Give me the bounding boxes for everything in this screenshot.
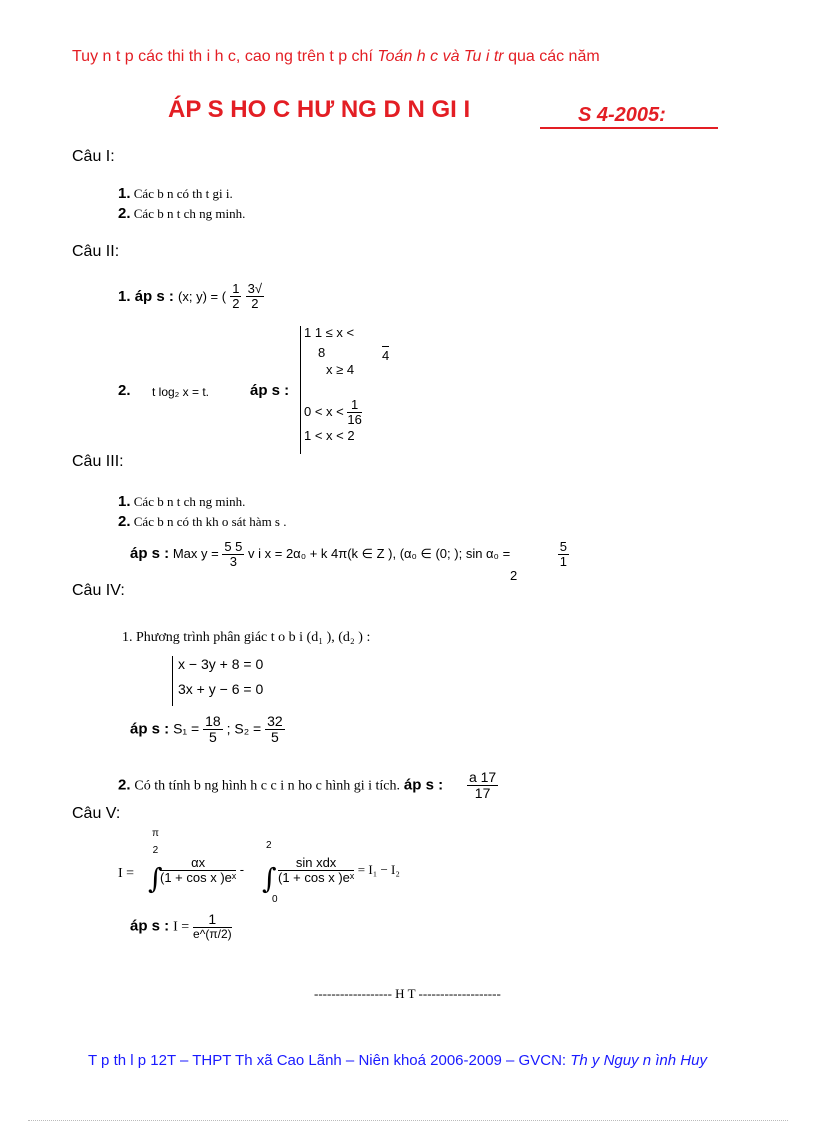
cau4-heading: Câu IV: [72, 582, 125, 599]
cau2-item-2-label: áp s : [250, 382, 290, 399]
cau5-int2-frac: $\frac{\text{sin xdx}}{\text{(1 + cos x )eˣ}}$ = I₁ − I₂ [278, 855, 400, 886]
cau4-item-1: 1. Phương trình phân giác t o b i (d₁ ), (d₂ ) : [122, 630, 371, 645]
cau1-heading: Câu I: [72, 148, 115, 165]
issue-number-text: S 4-2005: [578, 104, 666, 126]
cau2-frac-1: $\frac{1}{2}$ [232, 281, 240, 312]
cau2-item-2-num: 2. [118, 382, 131, 399]
cau5-heading: Câu V: [72, 805, 121, 822]
cau2-case-4-frac: $\frac{1}{16}$ [347, 397, 362, 428]
cau2-frac-2: $\frac{3√}{2}$ [247, 281, 263, 312]
cau4-system-eq-2: 3x + y − 6 = 0 [178, 681, 264, 697]
footer-teacher: Th y Nguy n ình Huy [570, 1052, 707, 1069]
cau2-cases-brace [300, 326, 301, 454]
cau3-sin-denominator: 2 [510, 568, 518, 583]
cau5-int2-upper: 2 [266, 840, 272, 851]
cau5-answer: áp s : I = $\frac{1}{e\^{}(\pi/2)}$ [130, 911, 232, 942]
cau2-case-1-right: 4 [382, 348, 390, 363]
cau2-heading: Câu II: [72, 243, 120, 260]
cau5-I-eq: I = [118, 866, 135, 881]
page-title: ÁP S HO C HƯ NG D N GI I [168, 96, 471, 123]
header-journal: Toán h c và Tu i tr [377, 48, 504, 65]
cau3-heading: Câu III: [72, 453, 124, 470]
cau5-int1-upper: π 2 [152, 828, 159, 856]
cau5-integral-2: ∫ [262, 862, 277, 895]
cau2-case-2: 8 [318, 345, 326, 360]
cau5-int2-lower: 0 [272, 894, 278, 905]
cau4-s1-frac: $\frac{18}{5}$ [205, 713, 221, 746]
cau4-answer-1: áp s : S₁ = $\frac{18}{5}$ ; S₂ = $\frac{32}{5}$ [130, 713, 283, 746]
cau2-item-2-sub: t log₂ x = t. [152, 385, 210, 399]
cau5-int1-frac: $\frac{\alpha x}{\text{(1 + cos x )eˣ}}$ - [160, 855, 245, 886]
cau4-system-brace [172, 656, 173, 706]
cau2-case-3: x ≥ 4 [326, 362, 355, 377]
cau4-s2-frac: $\frac{32}{5}$ [267, 713, 283, 746]
cau4-item-2: 2. Có th tính b ng hình h c c i n ho c hình gi i tích. áp s : $\frac{a 17}{17}$ [118, 769, 497, 802]
cau2-case-5: 1 < x < 2 [304, 428, 355, 443]
page-header [72, 48, 600, 66]
cau1-item-2: 2. Các b n t ch ng minh. [118, 205, 246, 222]
cau2-case-4: 0 < x < $\frac{1}{16}$ [304, 397, 362, 428]
cau4-system-eq-1: x − 3y + 8 = 0 [178, 656, 264, 672]
header-tail: qua các năm [503, 48, 600, 65]
cau2-case-1: 1 1 ≤ x < [304, 325, 355, 340]
end-marker: ------------------ H T ------------------- [314, 986, 501, 1001]
cau2-item-1: 1. áp s : (x; y) = ( $\frac{1}{2}$ $\frac{3√}{2}$ [118, 281, 263, 312]
cau3-answer: áp s : Max y = $\frac{5 5}{3}$ v i x = 2α₀ + k 4π(k ∈ Z ), (α₀ ∈ (0; ); sin α₀ = $\frac{5}{1}$ [130, 539, 568, 570]
cau3-end-frac: $\frac{5}{1}$ [559, 539, 568, 570]
cau5-answer-frac: $\frac{1}{e\^{}(\pi/2)}$ [193, 911, 232, 942]
footer-divider [28, 1120, 788, 1121]
cau5-integral-1: ∫ [148, 862, 163, 895]
cau3-item-2: 2. Các b n có th kh o sát hàm s . [118, 513, 287, 530]
cau3-item-1: 1. Các b n t ch ng minh. [118, 493, 246, 510]
page-footer: T p th l p 12T – THPT Th xã Cao Lãnh – Niên khoá 2006-2009 – GVCN: Th y Nguy n ình Huy [88, 1052, 707, 1069]
cau1-item-1: 1. Các b n có th t gi i. [118, 185, 233, 202]
header-text: Tuy n t p các thi th i h c, cao ng trên t p chí [72, 48, 378, 65]
cau3-frac: $\frac{5 5}{3}$ [224, 539, 243, 570]
cau4-answer-frac: $\frac{a 17}{17}$ [468, 769, 497, 802]
issue-number [540, 104, 718, 129]
